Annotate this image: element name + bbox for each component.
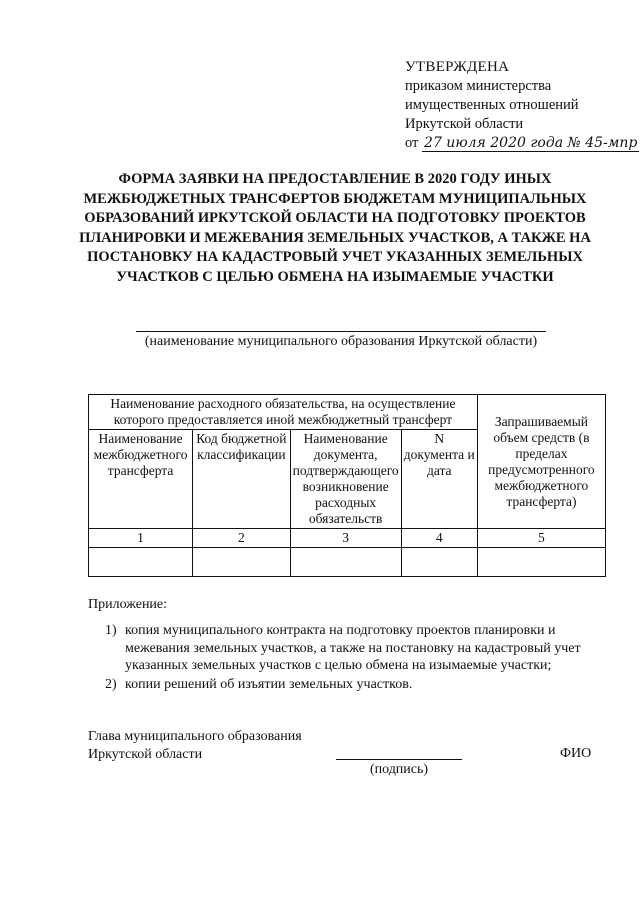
approval-line-1: приказом министерства <box>405 78 552 94</box>
col-transfer-name-header: Наименование межбюджетного трансферта <box>89 430 193 529</box>
list-item <box>105 622 605 675</box>
approval-line-2: имущественных отношений <box>405 97 579 113</box>
handwritten-order-date: 27 июля 2020 года № 45-мпр <box>424 135 638 151</box>
empty-cell <box>89 548 193 577</box>
column-number: 3 <box>290 529 401 548</box>
column-number: 1 <box>89 529 193 548</box>
col-document-name-header: Наименование документа, подтверждающего возникновение расходных обязательств <box>290 430 401 529</box>
appendix-label: Приложение: <box>88 597 168 612</box>
list-item-number: 1) <box>105 623 117 638</box>
approval-date-line <box>405 134 639 153</box>
col-document-number-header: N документа и дата <box>401 430 477 529</box>
table-data-row <box>89 548 606 577</box>
approval-line-3: Иркутской области <box>405 116 524 132</box>
list-item-text: копия муниципального контракта на подготовку проектов планировки и межевания земельных участков, а также на постановку на кадастровый учет указанных земельных участков с целью обмена на изымаемые участки; <box>125 623 581 673</box>
approval-from-prefix: от <box>405 135 419 151</box>
approval-block <box>405 58 639 153</box>
column-number: 5 <box>477 529 605 548</box>
list-item-text: копии решений об изъятии земельных участков. <box>125 676 413 692</box>
document-title: ФОРМА ЗАЯВКИ НА ПРЕДОСТАВЛЕНИЕ В 2020 ГОДУ ИНЫХ МЕЖБЮДЖЕТНЫХ ТРАНСФЕРТОВ БЮДЖЕТАМ МУНИЦИПАЛЬНЫХ ОБРАЗОВАНИЙ ИРКУТСКОЙ ОБЛАСТИ НА ПОДГОТОВКУ ПРОЕКТОВ ПЛАНИРОВКИ И МЕЖЕВАНИЯ ЗЕМЕЛЬНЫХ УЧАСТКОВ, А ТАКЖЕ НА ПОСТАНОВКУ НА КАДАСТРОВЫЙ УЧЕТ УКАЗАННЫХ ЗЕМЕЛЬНЫХ УЧАСТКОВ С ЦЕЛЬЮ ОБМЕНА НА ИЗЫМАЕМЫЕ УЧАСТКИ <box>79 171 591 285</box>
signature-caption: (подпись) <box>369 762 429 777</box>
table-header-row <box>89 395 606 430</box>
request-table <box>88 394 606 577</box>
column-number-row <box>89 529 606 548</box>
municipality-name-line <box>136 331 546 332</box>
empty-cell <box>193 548 291 577</box>
fio-label: ФИО <box>560 746 592 761</box>
municipality-caption: (наименование муниципального образования Иркутской области) <box>144 334 538 349</box>
column-number: 2 <box>193 529 291 548</box>
list-item-number: 2) <box>105 676 117 692</box>
signatory-line-2: Иркутской области <box>88 747 203 762</box>
col-budget-code-header: Код бюджетной классификации <box>193 430 291 529</box>
signatory-line-1: Глава муниципального образования <box>88 729 302 744</box>
signature-line <box>336 759 462 760</box>
requested-amount-header: Запрашиваемый объем средств (в пределах предусмотренного межбюджетного трансферта) <box>477 395 605 529</box>
approval-title: УТВЕРЖДЕНА <box>405 59 510 75</box>
list-item <box>105 676 605 694</box>
group-header-cell: Наименование расходного обязательства, на осуществление которого предоставляется иной межбюджетный трансферт <box>89 395 478 430</box>
empty-cell <box>477 548 605 577</box>
signatory-block <box>88 728 302 764</box>
empty-cell <box>290 548 401 577</box>
empty-cell <box>401 548 477 577</box>
appendix-list <box>105 622 605 694</box>
column-number: 4 <box>401 529 477 548</box>
